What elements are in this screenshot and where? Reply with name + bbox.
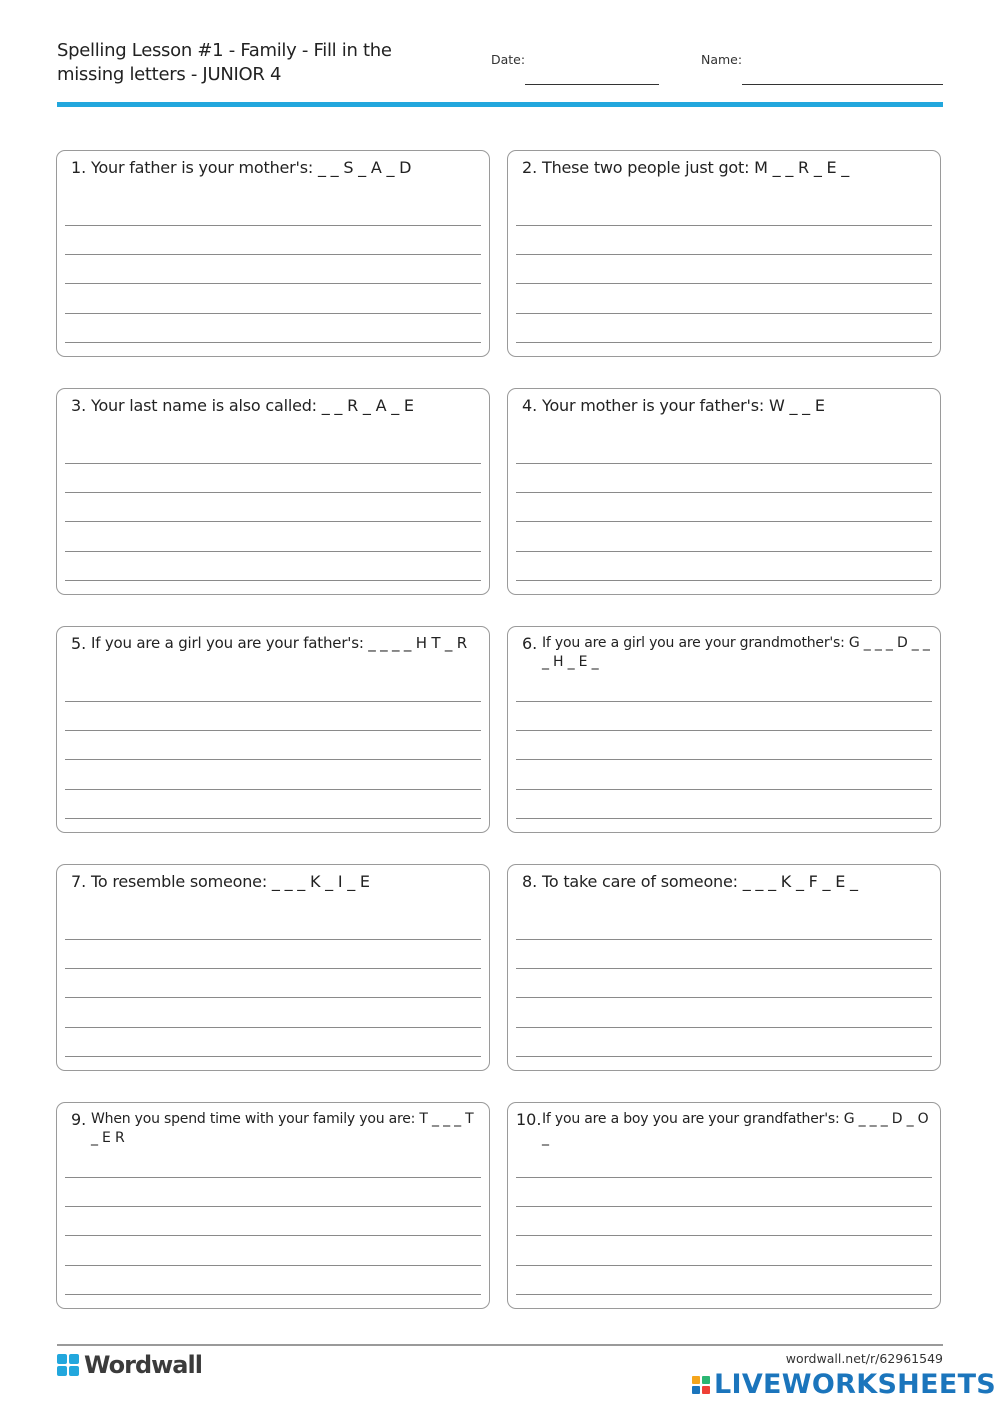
question-number: 8. (522, 872, 538, 891)
answer-line[interactable] (516, 492, 932, 493)
question-text: These two people just got: M _ _ R _ E _ (542, 158, 850, 177)
question-card-5 (56, 626, 490, 833)
answer-line[interactable] (65, 342, 481, 343)
question-card-9 (56, 1102, 490, 1309)
answer-line[interactable] (65, 580, 481, 581)
question-card-7 (56, 864, 490, 1071)
liveworksheets-logo-icon (692, 1376, 710, 1394)
name-field[interactable] (742, 84, 943, 85)
answer-line[interactable] (516, 225, 932, 226)
wordwall-logo-icon (57, 1354, 79, 1376)
answer-line[interactable] (516, 463, 932, 464)
question-number: 3. (71, 396, 87, 415)
answer-line[interactable] (65, 551, 481, 552)
question-card-4 (507, 388, 941, 595)
header-divider (57, 102, 943, 107)
answer-line[interactable] (516, 701, 932, 702)
question-text: If you are a boy you are your grandfather's: G _ _ _ D _ O _ (542, 1111, 929, 1146)
answer-line[interactable] (65, 701, 481, 702)
question-card-2 (507, 150, 941, 357)
worksheet-title: Spelling Lesson #1 - Family - Fill in the missing letters - JUNIOR 4 (57, 40, 392, 85)
date-field[interactable] (525, 84, 659, 85)
answer-line[interactable] (516, 1265, 932, 1266)
liveworksheets-watermark: LIVEWORKSHEETS (714, 1369, 997, 1400)
question-card-1 (56, 150, 490, 357)
answer-line[interactable] (65, 463, 481, 464)
answer-line[interactable] (516, 254, 932, 255)
question-number: 4. (522, 396, 538, 415)
answer-line[interactable] (516, 968, 932, 969)
answer-line[interactable] (65, 1027, 481, 1028)
answer-line[interactable] (516, 1235, 932, 1236)
question-card-8 (507, 864, 941, 1071)
answer-line[interactable] (516, 1294, 932, 1295)
answer-line[interactable] (65, 939, 481, 940)
answer-line[interactable] (516, 759, 932, 760)
name-label: Name: (701, 52, 743, 67)
answer-line[interactable] (65, 1056, 481, 1057)
question-number: 6. (522, 634, 538, 653)
question-card-3 (56, 388, 490, 595)
answer-line[interactable] (65, 313, 481, 314)
question-number: 5. (71, 634, 87, 653)
wordwall-brand: Wordwall (84, 1351, 202, 1379)
answer-line[interactable] (65, 968, 481, 969)
source-url: wordwall.net/r/62961549 (785, 1351, 943, 1366)
question-number: 9. (71, 1110, 87, 1129)
answer-line[interactable] (516, 730, 932, 731)
answer-line[interactable] (65, 254, 481, 255)
question-number: 10. (516, 1110, 542, 1129)
answer-line[interactable] (65, 1294, 481, 1295)
answer-line[interactable] (516, 1177, 932, 1178)
answer-line[interactable] (65, 283, 481, 284)
answer-line[interactable] (65, 997, 481, 998)
answer-line[interactable] (65, 1265, 481, 1266)
answer-line[interactable] (516, 1206, 932, 1207)
question-number: 7. (71, 872, 87, 891)
answer-line[interactable] (65, 1235, 481, 1236)
answer-line[interactable] (516, 342, 932, 343)
answer-line[interactable] (65, 789, 481, 790)
answer-line[interactable] (516, 939, 932, 940)
liveworksheets-logo (692, 1369, 996, 1400)
question-text: If you are a girl you are your grandmother's: G _ _ _ D _ _ _ H _ E _ (542, 635, 930, 670)
question-card-10 (507, 1102, 941, 1309)
answer-line[interactable] (65, 818, 481, 819)
question-text: When you spend time with your family you are: T _ _ _ T _ E R (91, 1111, 474, 1146)
question-card-6 (507, 626, 941, 833)
answer-line[interactable] (516, 580, 932, 581)
question-text: Your mother is your father's: W _ _ E (542, 396, 825, 415)
answer-line[interactable] (516, 1027, 932, 1028)
wordwall-logo (57, 1351, 202, 1379)
answer-line[interactable] (516, 997, 932, 998)
question-number: 1. (71, 158, 87, 177)
answer-line[interactable] (65, 1206, 481, 1207)
answer-line[interactable] (65, 1177, 481, 1178)
answer-line[interactable] (516, 1056, 932, 1057)
date-label: Date: (491, 52, 526, 67)
answer-line[interactable] (516, 551, 932, 552)
answer-line[interactable] (65, 225, 481, 226)
question-number: 2. (522, 158, 538, 177)
answer-line[interactable] (65, 759, 481, 760)
answer-line[interactable] (65, 492, 481, 493)
answer-line[interactable] (65, 521, 481, 522)
answer-line[interactable] (516, 521, 932, 522)
question-text: If you are a girl you are your father's: _ _ _ _ H T _ R (91, 634, 467, 652)
answer-line[interactable] (516, 818, 932, 819)
question-text: Your last name is also called: _ _ R _ A _ E (91, 396, 414, 415)
question-text: To resemble someone: _ _ _ K _ I _ E (91, 872, 370, 891)
answer-line[interactable] (516, 313, 932, 314)
footer-divider (57, 1344, 943, 1346)
answer-line[interactable] (516, 789, 932, 790)
answer-line[interactable] (516, 283, 932, 284)
question-text: Your father is your mother's: _ _ S _ A _ D (91, 158, 412, 177)
question-text: To take care of someone: _ _ _ K _ F _ E _ (542, 872, 858, 891)
answer-line[interactable] (65, 730, 481, 731)
